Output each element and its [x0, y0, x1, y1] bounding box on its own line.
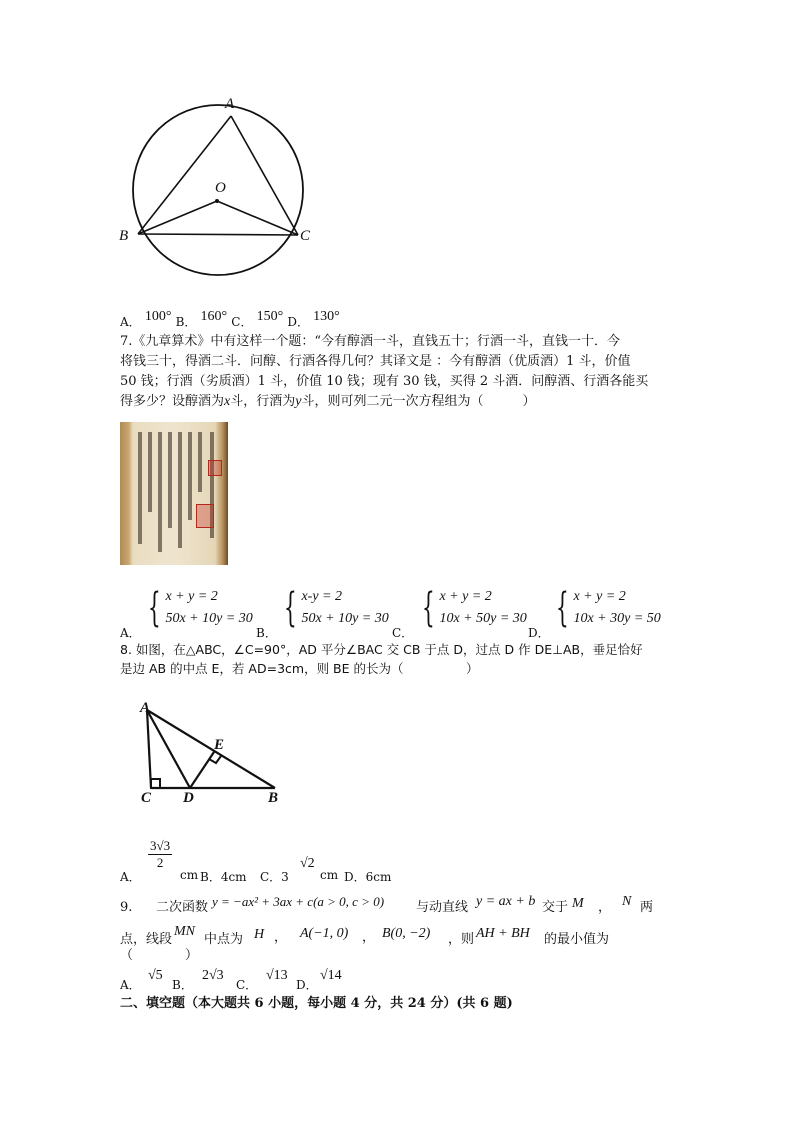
red-seal-2 — [208, 460, 222, 476]
q6-option-c-value: 150° — [256, 309, 284, 324]
q8-a-unit: cm — [180, 868, 199, 882]
q7-option-c-system: { x + y = 2 10x + 50y = 30 — [422, 585, 527, 631]
q9-comma-3: ， — [362, 930, 376, 945]
q7-c-eq2: 10x + 50y = 30 — [439, 611, 527, 626]
q9-option-b-label: B． — [172, 978, 193, 992]
segment-oc — [217, 201, 298, 235]
side-ac — [231, 116, 298, 235]
q7-line-3: 50 钱；行酒（劣质酒）1 斗，价值 10 钱；现有 30 钱，买得 2 斗酒．问醇酒、行酒各能买 — [120, 374, 649, 389]
q8-a-denominator: 2 — [156, 855, 164, 870]
q9-expression: AH + BH — [476, 926, 530, 941]
q9-function: y = −ax² + 3ax + c(a > 0, c > 0) — [212, 894, 385, 909]
red-seal — [196, 504, 214, 528]
side-ac — [147, 710, 151, 788]
q9-number: 9. — [120, 900, 133, 915]
q9-point-a: A(−1, 0) — [300, 926, 349, 941]
q8-options — [120, 838, 440, 888]
q8-option-a-fraction — [148, 838, 172, 871]
q9-line: y = ax + b — [476, 894, 536, 909]
q9-comma-1: ， — [598, 900, 612, 915]
q6-option-d-value: 130° — [313, 309, 340, 324]
q7-a-eq2: 50x + 10y = 30 — [165, 611, 253, 626]
q8-c-unit: cm — [320, 868, 339, 882]
label-e-q8: E — [214, 737, 225, 753]
q9-text-3: 交于 — [542, 900, 569, 915]
q8-option-b: B．4cm — [200, 870, 247, 884]
q9-options — [120, 966, 440, 992]
q7-option-a-system: { x + y = 2 50x + 10y = 30 — [148, 585, 253, 631]
q7-option-a-label: A． — [120, 626, 141, 640]
q7-option-b-label: B． — [256, 626, 277, 640]
q9-option-c-value: √13 — [266, 968, 288, 983]
q6-option-d-label: D． — [287, 315, 309, 329]
q9-option-a-label: A． — [120, 978, 141, 992]
q7-line-4-part-b: 斗，行酒为 — [230, 394, 296, 409]
q9-segment-mn: MN — [174, 924, 195, 939]
q9-point-h: H — [254, 927, 265, 942]
perpendicular-de — [190, 752, 214, 788]
side-ab — [138, 116, 231, 234]
q9-text-2: 与动直线 — [416, 900, 469, 915]
q9-answer-paren: （ ） — [120, 948, 199, 963]
label-d-q8: D — [183, 790, 194, 806]
q9-option-b-value: 2√3 — [202, 968, 224, 983]
label-a-q8: A — [140, 700, 151, 716]
q6-option-c-label: C． — [231, 315, 253, 329]
label-a: A — [225, 96, 235, 112]
q7-line-2: 将钱三十，得酒二斗．问醇、行酒各得几何？其译文是 ：今有醇酒（优质酒）1 斗，价值 — [120, 354, 631, 369]
q6-options — [120, 306, 340, 330]
q8-option-c-value: √2 — [300, 856, 315, 871]
q7-a-eq1: x + y = 2 — [165, 589, 218, 604]
center-point — [215, 199, 219, 203]
label-c: C — [300, 228, 311, 244]
q9-comma-2: ， — [274, 930, 288, 945]
q9-text-6: 中点为 — [204, 932, 244, 947]
side-bc — [138, 234, 298, 235]
q9-point-b: B(0, −2) — [382, 926, 431, 941]
q9-option-c-label: C． — [236, 978, 258, 992]
q7-d-eq2: 10x + 30y = 50 — [573, 611, 661, 626]
q7-options — [120, 585, 680, 640]
q7-option-d-label: D． — [528, 626, 550, 640]
q6-option-a-value: 100° — [144, 309, 172, 324]
q7-line-4-part-c: 斗，则可列二元一次方程组为（ ） — [301, 394, 536, 409]
q9-option-d-label: D． — [296, 978, 318, 992]
q9-text-5: 点，线段 — [120, 932, 173, 947]
q7-option-d-system: { x + y = 2 10x + 30y = 50 — [556, 585, 661, 631]
q9-line-1 — [120, 892, 680, 918]
q9-text-1: 二次函数 — [156, 900, 209, 915]
q7-line-1: 7.《九章算术》中有这样一个题：“今有醇酒一斗，直钱五十；行酒一斗，直钱一十．今 — [120, 334, 621, 349]
q7-line-4-part-a: 得多少？设醇酒为 — [120, 394, 225, 409]
q8-option-a-label: A． — [120, 870, 141, 884]
label-b-q8: B — [268, 790, 279, 806]
q9-text-7: ，则 — [448, 932, 475, 947]
label-o: O — [215, 180, 226, 196]
q8-line-2: 是边 AB 的中点 E，若 AD=3cm，则 BE 的长为（ ） — [120, 661, 479, 676]
ancient-book-photo — [120, 422, 228, 565]
q7-c-eq1: x + y = 2 — [439, 589, 492, 604]
q9-line-2 — [120, 922, 680, 948]
q8-a-numerator: 3√3 — [150, 838, 171, 853]
q8-option-c-label: C．3 — [260, 870, 289, 884]
q7-b-eq1: x-y = 2 — [301, 589, 342, 604]
side-ab — [147, 710, 275, 788]
q8-option-d: D．6cm — [344, 870, 392, 884]
q8-line-1: 8. 如图，在△ABC，∠C=90°，AD 平分∠BAC 交 CB 于点 D，过点 D 作 DE⊥AB，垂足恰好 — [120, 642, 643, 657]
q7-d-eq1: x + y = 2 — [573, 589, 626, 604]
q7-b-eq2: 50x + 10y = 30 — [301, 611, 389, 626]
q9-text-4: 两 — [640, 900, 654, 915]
q9-point-n: N — [622, 894, 632, 909]
right-angle-mark-c — [151, 779, 160, 788]
q9-option-d-value: √14 — [320, 968, 342, 983]
q7-option-b-system: { x-y = 2 50x + 10y = 30 — [284, 585, 389, 631]
label-b: B — [119, 228, 129, 244]
q6-option-b-label: B． — [175, 315, 197, 329]
q9-option-a-value: √5 — [148, 968, 163, 983]
q7-var-x: x — [224, 394, 231, 409]
q6-option-b-value: 160° — [200, 309, 228, 324]
q6-option-a-label: A． — [120, 315, 141, 329]
label-c-q8: C — [141, 790, 152, 806]
q7-line-4 — [120, 392, 535, 412]
q7-option-c-label: C． — [392, 626, 414, 640]
bisector-ad — [147, 710, 190, 788]
q7-var-y: y — [295, 394, 302, 409]
q9-point-m: M — [572, 896, 584, 911]
section-2-heading: 二、填空题（本大题共 6 小题，每小题 4 分，共 24 分）(共 6 题) — [120, 996, 513, 1011]
q9-text-8: 的最小值为 — [544, 932, 610, 947]
segment-ob — [138, 201, 217, 234]
